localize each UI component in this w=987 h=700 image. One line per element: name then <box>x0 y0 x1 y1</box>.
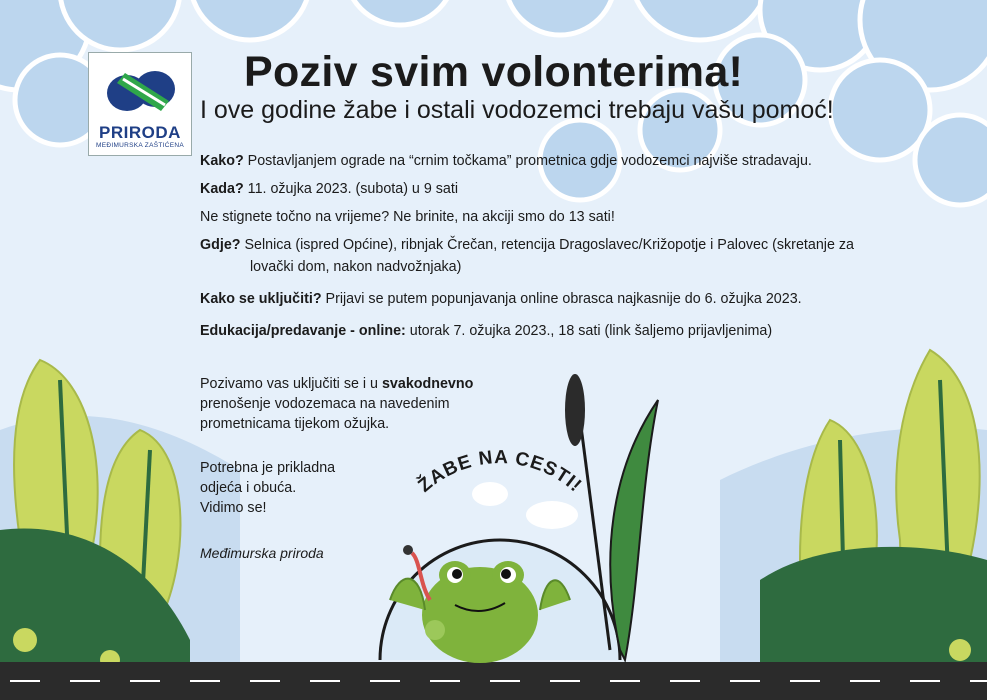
invite-p2-c: Vidimo se! <box>200 500 267 516</box>
kako-label: Kako? <box>200 153 244 169</box>
invite-p1-bold: svakodnevno <box>381 376 474 392</box>
left-plants <box>0 360 190 700</box>
edukacija-label: Edukacija/predavanje - online: <box>200 323 406 339</box>
invite-p2-a: Potrebna je prikladna <box>200 460 336 476</box>
ukljuciti-label: Kako se uključiti? <box>200 291 322 307</box>
kada-label: Kada? <box>200 181 244 197</box>
svg-text:ŽABE NA CESTI! <box>414 447 586 497</box>
info-late <box>200 206 615 228</box>
kada-text: 11. ožujka 2023. (subota) u 9 sati <box>243 181 459 197</box>
ukljuciti-text: Prijavi se putem popunjavanja online obrasca najkasnije do 6. ožujka 2023. <box>321 291 802 307</box>
signature: Međimurska priroda <box>200 545 324 561</box>
invite-paragraph-2 <box>200 458 335 518</box>
info-kako <box>200 150 812 172</box>
invite-p1-c: prometnicama tijekom ožujka. <box>200 416 390 432</box>
logo-brand-text: PRIRODA <box>99 123 181 142</box>
kako-text: Postavljanjem ograde na “crnim točkama” prometnica gdje vodozemci najviše stradavaju. <box>243 153 812 169</box>
invite-p2-b: odjeća i obuća. <box>200 480 297 496</box>
page-subtitle: I ove godine žabe i ostali vodozemci trebaju vašu pomoć! <box>200 96 834 124</box>
info-edukacija <box>200 320 772 342</box>
info-gdje <box>200 234 960 278</box>
badge-text: ŽABE NA CESTI! <box>414 447 586 497</box>
invite-p1-b: prenošenje vodozemaca na navedenim <box>200 396 450 412</box>
badge-arc-text <box>380 430 620 520</box>
gdje-text-continued: lovački dom, nakon nadvožnjaka) <box>250 259 462 275</box>
gdje-text: Selnica (ispred Općine), ribnjak Črečan, retencija Dragoslavec/Križopotje i Palovec (skretanje za <box>240 237 854 253</box>
late-text: Ne stignete točno na vrijeme? Ne brinite, na akciji smo do 13 sati! <box>200 209 615 225</box>
info-ukljuciti <box>200 288 802 310</box>
logo-subtitle-text: MEĐIMURSKA ZAŠTIĆENA <box>96 142 184 149</box>
invite-p1-a: Pozivamo vas uključiti se i u <box>200 376 382 392</box>
info-kada <box>200 178 458 200</box>
invite-paragraph-1 <box>200 374 473 434</box>
logo-mark-icon <box>103 61 179 121</box>
priroda-logo <box>88 52 192 156</box>
gdje-label: Gdje? <box>200 237 241 253</box>
page-title: Poziv svim volonterima! <box>244 48 744 96</box>
edukacija-text: utorak 7. ožujka 2023., 18 sati (link šaljemo prijavljenima) <box>405 323 773 339</box>
